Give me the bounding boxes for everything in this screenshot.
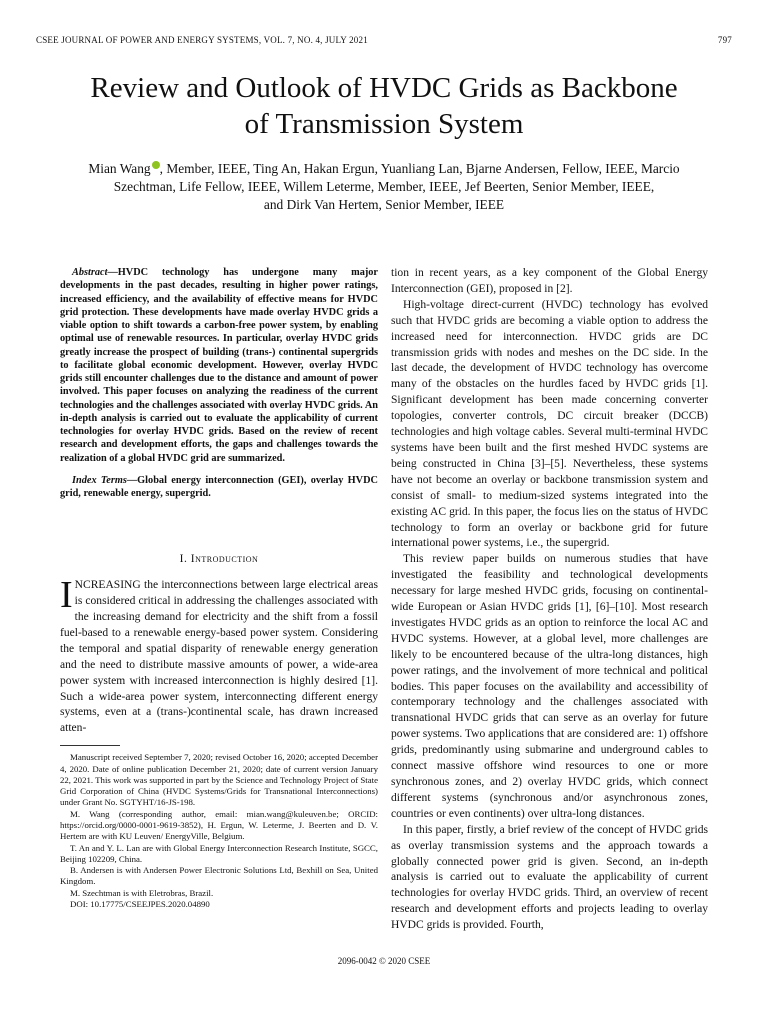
footnote-affiliation-andersen: B. Andersen is with Andersen Power Electronic Solutions Ltd, Bexhill on Sea, United Kingdom. bbox=[60, 865, 378, 887]
left-column bbox=[60, 266, 378, 910]
right-paragraph-2: High-voltage direct-current (HVDC) technology has evolved such that HVDC grids are becoming a viable option to address the increased need for interconnection. HVDC grids are DC transmission grids with nodes and meshes on the DC side. In the last decade, the development of HVDC technology has overcome many of the obstacles on the hurdles faced by HVDC grids [1]. Significant development has been made concerning converter topologies, converter controls, DC circuit breaker (DCCB) technologies and high voltage cables. Several multi-terminal HVDC systems have been built and the first meshed HVDC systems are being constructed in China [3]–[5]. Nevertheless, these systems have not become an overlay or backbone transmission system and consist of small- to medium-sized systems integrated into the existing AC grid. In this paper, the focus lies on the status of HVDC technology to form an overlay or backbone grid for future international power systems, i.e., the supergrid. bbox=[391, 298, 708, 550]
page-number: 797 bbox=[717, 35, 732, 45]
intro-paragraph bbox=[60, 574, 378, 737]
running-head bbox=[36, 35, 732, 49]
intro-text: the interconnections between large electrical areas is considered critical in addressing the challenges associated with the increasing demand for electricity and the shift from a fossil fuel-based to a renewable energy-based power system. Considering the temporal and spatial disparity of renewable energy generation and the need to distribute massive amounts of power, a wide-area power system with increased interconnection is highly desired [1]. Such a wide-area power system, interconnecting different energy systems, even at a (trans-)continental scale, has drawn increased atten- bbox=[60, 579, 378, 735]
journal-name: CSEE JOURNAL OF POWER AND ENERGY SYSTEMS, VOL. 7, NO. 4, JULY 2021 bbox=[36, 35, 368, 45]
title-line-2: of Transmission System bbox=[244, 108, 524, 140]
index-terms bbox=[60, 474, 378, 501]
footnote-doi[interactable]: DOI: 10.17775/CSEEJPES.2020.04890 bbox=[70, 899, 210, 910]
paper-title bbox=[40, 70, 728, 142]
authors-line-1 bbox=[58, 160, 710, 178]
abstract-label: Abstract bbox=[72, 267, 108, 278]
footnote-affiliation-kul: M. Wang (corresponding author, email: mian.wang@kuleuven.be; ORCID: https://orcid.org/0000-0001-9619-3852), H. Ergun, W. Leterme, J. Beerten and D. V. Hertem are with KU Leuven/ EnergyVille, Belgium. bbox=[60, 808, 378, 842]
section-numeral: I. bbox=[179, 553, 188, 566]
right-column bbox=[391, 266, 708, 934]
right-paragraph-4: In this paper, firstly, a brief review of the concept of HVDC grids as overlay transmission systems and the approach towards a globally connected power grid is given. Second, an in-depth analysis is carried out to evaluate the applicability of current technologies for overlay HVDC grids. Third, an overview of recent research and development efforts and projects leading to overlay HVDC grids is provided. Fourth, bbox=[391, 823, 708, 932]
footnote-manuscript: Manuscript received September 7, 2020; revised October 16, 2020; accepted December 4, 2020. Date of online publication December 21, 2020; date of current version January 22, 2021. This work was supported in part by the Science and Technology Project of State Grid Corporation of China (HVDC Systems/Grids for Transnational Interconnections) under Grant No. SGTYHT/16-JS-198. bbox=[60, 752, 378, 808]
abstract-text: —HVDC technology has undergone many major developments in the past decades, resulting in higher power ratings, increased efficiency, and the availability of effective means for HVDC grid protection. These developments have made overlay HVDC grids a viable option to shift towards a carbon-free power system, by enabling optimal use of renewable resources. In particular, overlay HVDC grids greatly increase the prospect of building (trans-) continental supergrids to facilitate global economic development. However, overlay HVDC grids still encounter challenges due to the distance and amount of power involved. This paper focuses on analyzing the readiness of the current technologies and the challenges associated with overlay HVDC grids. An in-depth analysis is carried out to evaluate the applicability of current technologies for overlay HVDC grids. Based on the review of recent research and development efforts, the gaps and challenges towards the realization of a global HVDC grid are summarized. bbox=[60, 267, 378, 464]
section-title: Introduction bbox=[190, 553, 259, 566]
abstract bbox=[60, 266, 378, 465]
index-terms-label: Index Terms bbox=[72, 474, 127, 486]
author-list bbox=[58, 160, 710, 214]
orcid-icon[interactable] bbox=[152, 161, 160, 169]
drop-cap: I bbox=[60, 574, 73, 617]
index-terms-text: —Global energy interconnection (GEI), overlay HVDC grid, renewable energy, supergrid. bbox=[60, 474, 378, 499]
authors-line-1-rest: , Member, IEEE, Ting An, Hakan Ergun, Yuanliang Lan, Bjarne Andersen, Fellow, IEEE, Marcio bbox=[159, 161, 680, 176]
title-line-1: Review and Outlook of HVDC Grids as Backbone bbox=[90, 72, 678, 104]
copyright-footer: 2096-0042 © 2020 CSEE bbox=[337, 956, 431, 966]
authors-line-3: and Dirk Van Hertem, Senior Member, IEEE bbox=[263, 197, 505, 212]
footnote-affiliation-eletrobras: M. Szechtman is with Eletrobras, Brazil. bbox=[70, 887, 214, 898]
footnote-affiliation-sgcc: T. An and Y. L. Lan are with Global Energy Interconnection Research Institute, SGCC, Beijing 102209, China. bbox=[60, 842, 378, 864]
footnote-rule bbox=[60, 745, 120, 746]
authors-line-2: Szechtman, Life Fellow, IEEE, Willem Leterme, Member, IEEE, Jef Beerten, Senior Member, IEEE, bbox=[113, 179, 655, 194]
right-paragraph-1: tion in recent years, as a key component of the Global Energy Interconnection (GEI), proposed in [2]. bbox=[391, 267, 708, 295]
first-author: Mian Wang bbox=[88, 161, 151, 176]
right-paragraph-3: This review paper builds on numerous studies that have investigated the feasibility and technological developments necessary for large meshed HVDC grids, focusing on continental-wide European or Asian HVDC grids [1], [6]–[10]. Most research investigates HVDC grids as an option to reinforce the local AC and HVDC systems. However, at a global level, more challenges are likely to be encountered because of the ultra-long distances, high power ratings, and the involvement of more technical and political bodies. This paper focuses on the availability and accessibility of contemporary technology and the challenges associated with transnational HVDC grids that can serve as an overlay for future power systems. Two applications that are considered are: 1) offshore grids, predominantly using submarine and underground cables to connect massive offshore wind resources to one or more synchronous zones, and 2) overlay HVDC grids, which connect different systems (synchronous and/or asynchronous zones, countries or even continents) over ultra-long distances. bbox=[391, 553, 708, 820]
section-heading bbox=[60, 552, 378, 568]
footnotes bbox=[60, 752, 378, 910]
intro-lead-word: NCREASING bbox=[74, 579, 141, 592]
